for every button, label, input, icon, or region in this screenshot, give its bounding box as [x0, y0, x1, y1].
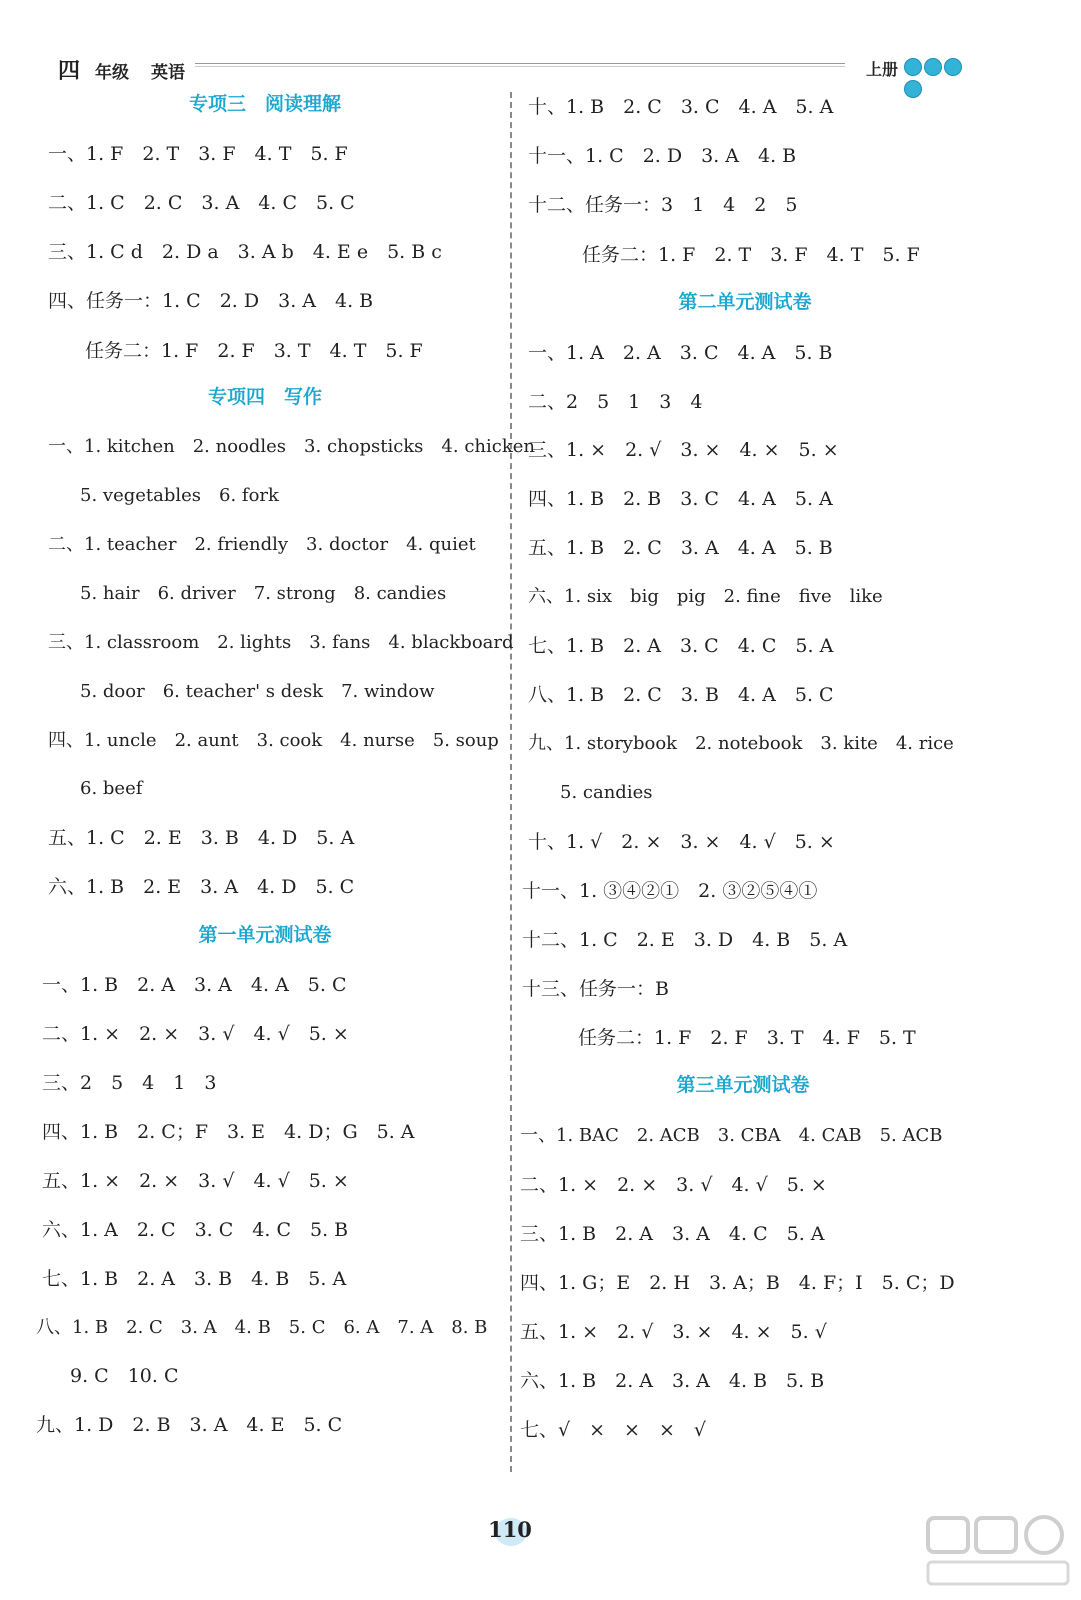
answer-row: 四、1. uncle 2. aunt 3. cook 4. nurse 5. soup	[48, 730, 499, 751]
answer-row: 二、1. × 2. × 3. √ 4. √ 5. ×	[520, 1174, 827, 1196]
answer-row: 七、√ × × × √	[520, 1419, 706, 1441]
answer-row: 任务二：1. F 2. T 3. F 4. T 5. F	[582, 244, 920, 266]
page-number: 110	[488, 1517, 532, 1542]
answer-row: 八、1. B 2. C 3. B 4. A 5. C	[528, 684, 834, 706]
answer-row: 五、1. C 2. E 3. B 4. D 5. A	[48, 827, 355, 849]
answer-row: 5. door 6. teacher' s desk 7. window	[80, 681, 435, 702]
answer-row: 任务二：1. F 2. F 3. T 4. F 5. T	[578, 1027, 916, 1049]
answer-row: 五、1. B 2. C 3. A 4. A 5. B	[528, 537, 833, 559]
answer-row: 九、1. storybook 2. notebook 3. kite 4. rice	[528, 733, 954, 754]
answer-row: 六、1. B 2. E 3. A 4. D 5. C	[48, 876, 355, 898]
answer-row: 九、1. D 2. B 3. A 4. E 5. C	[36, 1414, 343, 1436]
answer-row: 二、2 5 1 3 4	[528, 391, 703, 413]
header-volume: 上册	[866, 60, 899, 79]
page-header	[0, 0, 1081, 95]
answer-row: 一、1. BAC 2. ACB 3. CBA 4. CAB 5. ACB	[520, 1125, 943, 1146]
answer-row: 四、任务一：1. C 2. D 3. A 4. B	[48, 290, 374, 312]
answer-row: 六、1. six big pig 2. fine five like	[528, 586, 883, 607]
answer-row: 6. beef	[80, 778, 143, 799]
answer-row: 5. candies	[560, 782, 653, 803]
answer-row: 五、1. × 2. × 3. √ 4. √ 5. ×	[42, 1170, 349, 1192]
answer-row: 六、1. A 2. C 3. C 4. C 5. B	[42, 1219, 349, 1241]
section-title-writing: 专项四 写作	[207, 386, 322, 408]
answer-row: 三、1. classroom 2. lights 3. fans 4. blackboard	[48, 632, 514, 653]
section-title-unit2: 第二单元测试卷	[678, 291, 812, 313]
answer-row: 十一、1. ③④②① 2. ③②⑤④①	[522, 880, 818, 902]
column-divider	[510, 92, 512, 1472]
answer-row: 四、1. G；E 2. H 3. A；B 4. F；I 5. C；D	[520, 1272, 955, 1294]
answer-row: 三、1. × 2. √ 3. × 4. × 5. ×	[528, 439, 839, 461]
header-grade-word: 年级	[95, 63, 129, 83]
answer-row: 八、1. B 2. C 3. A 4. B 5. C 6. A 7. A 8. B	[36, 1317, 488, 1338]
header-grade: 四	[58, 59, 81, 84]
answer-row: 二、1. teacher 2. friendly 3. doctor 4. quiet	[48, 534, 476, 555]
answer-row: 四、1. B 2. C；F 3. E 4. D；G 5. A	[42, 1121, 415, 1143]
watermark-logo-icon	[922, 1512, 1072, 1592]
answer-row: 十、1. B 2. C 3. C 4. A 5. A	[528, 96, 834, 118]
answer-row: 三、1. C d 2. D a 3. A b 4. E e 5. B c	[48, 241, 442, 263]
answer-row: 一、1. A 2. A 3. C 4. A 5. B	[528, 342, 833, 364]
answer-row: 十一、1. C 2. D 3. A 4. B	[528, 145, 797, 167]
answer-row: 一、1. F 2. T 3. F 4. T 5. F	[48, 143, 348, 165]
section-title-reading: 专项三 阅读理解	[188, 93, 341, 115]
answer-row: 四、1. B 2. B 3. C 4. A 5. A	[528, 488, 833, 510]
answer-row: 三、1. B 2. A 3. A 4. C 5. A	[520, 1223, 825, 1245]
answer-row: 一、1. B 2. A 3. A 4. A 5. C	[42, 974, 347, 996]
series-badge-icon	[904, 58, 976, 76]
answer-row: 七、1. B 2. A 3. C 4. C 5. A	[528, 635, 834, 657]
answer-row: 任务二：1. F 2. F 3. T 4. T 5. F	[85, 340, 423, 362]
answer-row: 一、1. kitchen 2. noodles 3. chopsticks 4. chicken	[48, 436, 535, 457]
answer-row: 5. hair 6. driver 7. strong 8. candies	[80, 583, 447, 604]
answer-row: 9. C 10. C	[70, 1365, 179, 1387]
answer-row: 六、1. B 2. A 3. A 4. B 5. B	[520, 1370, 825, 1392]
header-subject: 英语	[151, 63, 185, 83]
answer-row: 三、2 5 4 1 3	[42, 1072, 217, 1094]
section-title-unit3: 第三单元测试卷	[676, 1074, 810, 1096]
answer-row: 十二、任务一：3 1 4 2 5	[528, 194, 798, 216]
answer-row: 五、1. × 2. √ 3. × 4. × 5. √	[520, 1321, 827, 1343]
answer-row: 七、1. B 2. A 3. B 4. B 5. A	[42, 1268, 347, 1290]
answer-row: 十二、1. C 2. E 3. D 4. B 5. A	[522, 929, 848, 951]
answer-row: 十、1. √ 2. × 3. × 4. √ 5. ×	[528, 831, 835, 853]
answer-row: 十三、任务一：B	[522, 978, 669, 1000]
header-rule	[195, 63, 845, 67]
section-title-unit1: 第一单元测试卷	[198, 924, 332, 946]
answer-row: 二、1. C 2. C 3. A 4. C 5. C	[48, 192, 355, 214]
answer-row: 5. vegetables 6. fork	[80, 485, 279, 506]
answer-row: 二、1. × 2. × 3. √ 4. √ 5. ×	[42, 1023, 349, 1045]
